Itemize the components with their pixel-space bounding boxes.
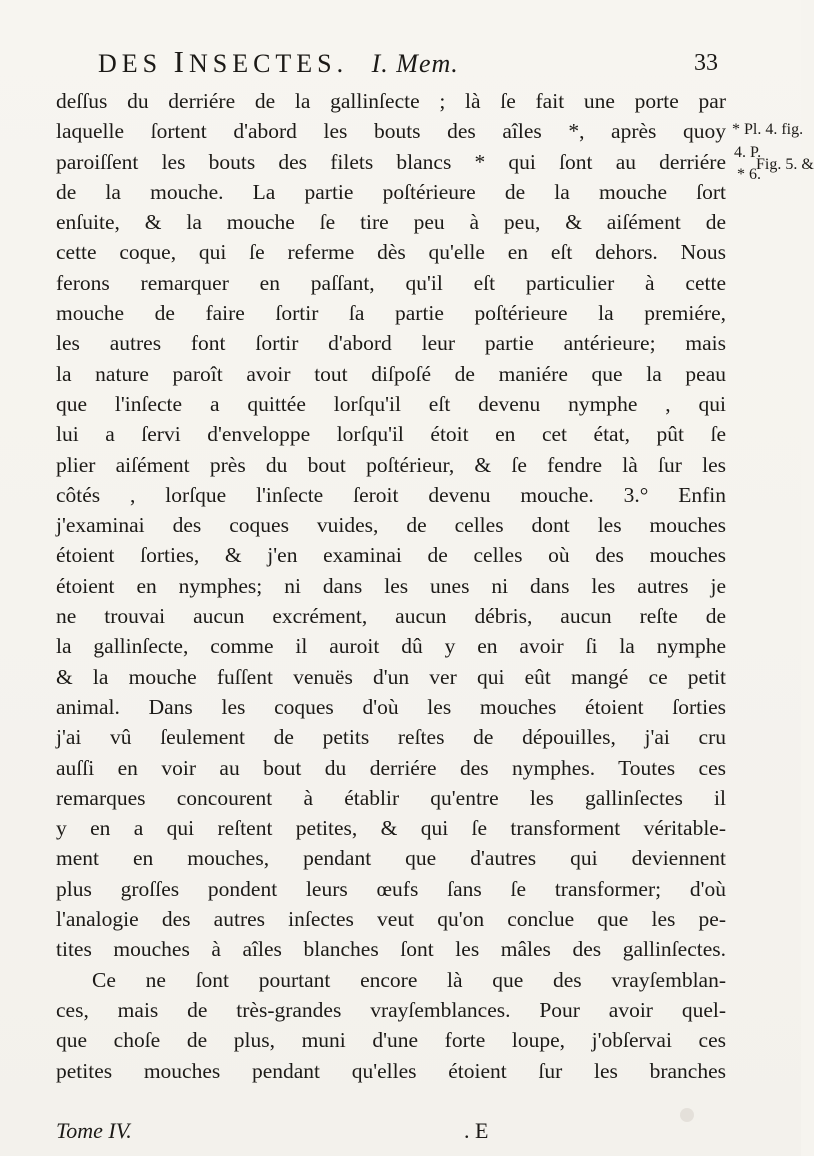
text-line: cette coque, qui ſe referme dès qu'elle en eſt dehors. Nous bbox=[56, 240, 726, 265]
text-line: mouche de faire ſortir ſa partie poſtérieure la premiére, bbox=[56, 301, 726, 326]
running-title-rest: NSECTES. bbox=[188, 49, 349, 78]
text-line: ferons remarquer en paſſant, qu'il eſt particulier à cette bbox=[56, 270, 726, 295]
signature-mark: . E bbox=[464, 1118, 489, 1143]
text-line: remarques concourent à établir qu'entre les gallinſectes il bbox=[56, 785, 726, 810]
memoir-label: I. Mem. bbox=[371, 49, 459, 78]
paper-stain bbox=[680, 1108, 694, 1122]
text-line: j'examinai des coques vuides, de celles dont les mouches bbox=[56, 513, 726, 538]
text-line: petites mouches pendant qu'elles étoient ſur les branches bbox=[56, 1058, 726, 1083]
text-line: j'ai vû ſeulement de petits reſtes de dépouilles, j'ai cru bbox=[56, 725, 726, 750]
text-line: animal. Dans les coques d'où les mouches étoient ſorties bbox=[56, 694, 726, 719]
body-text bbox=[56, 86, 726, 1086]
text-line: tites mouches à aîles blanches ſont les mâles des gallinſectes. bbox=[56, 937, 726, 962]
text-line: ment en mouches, pendant que d'autres qui deviennent bbox=[56, 846, 726, 871]
text-line: que choſe de plus, muni d'une forte loupe, j'obſervai ces bbox=[56, 1028, 726, 1053]
text-line: paroiſſent les bouts des filets blancs * qui ſont au derriére bbox=[56, 149, 726, 174]
text-line: étoient en nymphes; ni dans les unes ni dans les autres je bbox=[56, 573, 726, 598]
text-line: la nature paroît avoir tout diſpoſé de maniére que la peau bbox=[56, 361, 726, 386]
text-line: plier aiſément près du bout poſtérieur, & ſe fendre là ſur les bbox=[56, 452, 726, 477]
running-title-initial: I bbox=[173, 44, 189, 79]
page-footer bbox=[56, 1118, 676, 1148]
running-header bbox=[98, 44, 718, 84]
volume-label: Tome IV. bbox=[56, 1118, 132, 1143]
text-line: ces, mais de très-grandes vrayſemblances. Pour avoir quel- bbox=[56, 997, 726, 1022]
text-line: y en a qui reſtent petites, & qui ſe transforment véritable- bbox=[56, 816, 726, 841]
margin-note-figure-ref: Fig. 5. & bbox=[756, 156, 814, 173]
text-line: les autres font ſortir d'abord leur partie antérieure; mais bbox=[56, 331, 726, 356]
text-line: lui a ſervi d'enveloppe lorſqu'il étoit en cet état, pût ſe bbox=[56, 422, 726, 447]
text-line-paragraph-start: Ce ne ſont pourtant encore là que des vrayſemblan- bbox=[92, 967, 726, 992]
text-line: de la mouche. La partie poſtérieure de la mouche ſort bbox=[56, 179, 726, 204]
text-line: que l'inſecte a quittée lorſqu'il eſt devenu nymphe , qui bbox=[56, 391, 726, 416]
text-line: ne trouvai aucun excrément, aucun débris, aucun reſte de bbox=[56, 604, 726, 629]
running-title bbox=[98, 44, 348, 80]
text-line: plus groſſes pondent leurs œufs ſans ſe transformer; d'où bbox=[56, 876, 726, 901]
text-line: & la mouche fuſſent venuës d'un ver qui eût mangé ce petit bbox=[56, 664, 726, 689]
text-line: étoient ſorties, & j'en examinai de celles où des mouches bbox=[56, 543, 726, 568]
text-line: deſſus du derriére de la gallinſecte ; là ſe fait une porte par bbox=[56, 89, 726, 113]
margin-note-figure-ref-2: * 6. bbox=[737, 166, 761, 183]
margin-note-plate-ref-2: 4. P. bbox=[734, 144, 762, 161]
text-line: côtés , lorſque l'inſecte ſeroit devenu mouche. 3.° Enfin bbox=[56, 482, 726, 507]
text-line: auſſi en voir au bout du derriére des nymphes. Toutes ces bbox=[56, 755, 726, 780]
text-line: l'analogie des autres inſectes veut qu'on conclue que les pe- bbox=[56, 907, 726, 932]
text-line: enſuite, & la mouche ſe tire peu à peu, & aiſément de bbox=[56, 210, 726, 235]
running-title-lead: DES bbox=[98, 49, 174, 78]
text-line: laquelle ſortent d'abord les bouts des aîles *, après quoy bbox=[56, 119, 726, 144]
page-number: 33 bbox=[694, 50, 718, 76]
text-line: la gallinſecte, comme il auroit dû y en avoir ſi la nymphe bbox=[56, 634, 726, 659]
margin-note-plate-ref: * Pl. 4. fig. bbox=[732, 121, 804, 138]
